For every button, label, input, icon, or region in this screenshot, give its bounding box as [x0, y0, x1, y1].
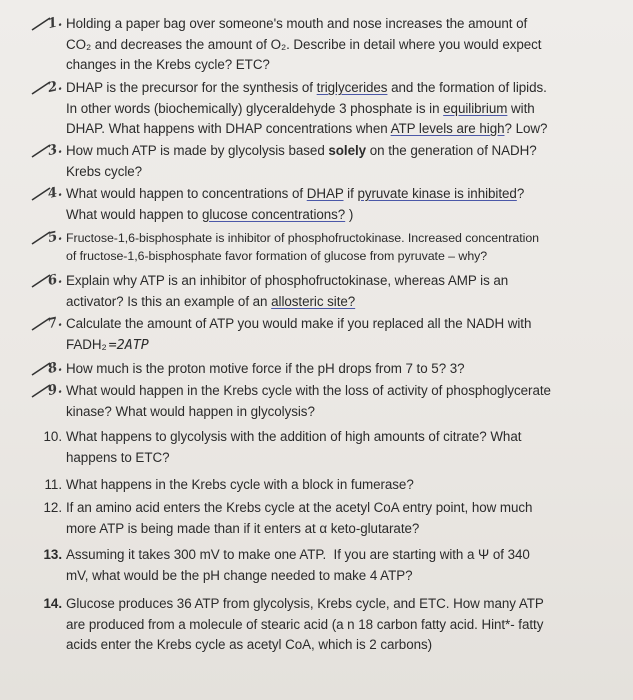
question-10 [43, 427, 596, 468]
text-run: equilibrium [443, 100, 508, 116]
text-run: solely [328, 143, 367, 158]
text-run: pyruvate kinase is inhibited [357, 186, 517, 201]
question-6 [46, 270, 596, 312]
text-run: What happens in the Krebs cycle with a block in fumerase? [66, 477, 414, 492]
text-run: on the generation of NADH? Krebs cycle? [66, 143, 537, 179]
question-text [66, 475, 596, 496]
question-number: 9. [46, 380, 64, 400]
question-text [66, 359, 596, 380]
text-run: Explain why ATP is an inhibitor of phosphofructokinase, whereas AMP is an activator? Is this an example of an [66, 273, 509, 309]
question-number: 3. [46, 140, 64, 160]
text-run: ? Low? [504, 121, 548, 136]
text-run: Holding a paper bag over someone's mouth and nose increases the amount of CO₂ and decreases the amount of O₂. Describe in detail where you would expect changes in the Krebs cycle? ETC? [66, 16, 542, 72]
text-run: DHAP is the precursor for the synthesis of [66, 80, 317, 95]
question-number: 10. [43, 429, 62, 444]
question-1 [46, 13, 596, 76]
text-run: ) [345, 206, 354, 222]
question-number: 2. [46, 77, 64, 97]
question-number: 7. [46, 313, 64, 333]
text-run: with DHAP. What happens with DHAP concentrations when [66, 100, 535, 136]
text-run: What would happen to concentrations of [66, 186, 307, 201]
question-4 [46, 183, 596, 225]
question-number: 8. [46, 358, 64, 378]
text-run: If an amino acid enters the Krebs cycle at the acetyl CoA entry point, how much more ATP is being made than if it enters at α keto-glutarate? [66, 500, 533, 536]
text-run: allosteric site? [271, 293, 356, 309]
question-number: 14. [43, 596, 62, 611]
text-run: ? What would happen to [66, 186, 525, 222]
question-text [66, 594, 596, 656]
text-run: ATP levels are high [390, 121, 505, 136]
text-run: Assuming it takes 300 mV to make one ATP. If you are starting with a Ψ of 340 mV, what would be the pH change needed to make 4 ATP? [66, 547, 530, 583]
question-text [66, 14, 596, 76]
question-2 [46, 77, 596, 140]
question-number: 1. [46, 13, 64, 33]
question-text [66, 141, 596, 182]
question-12 [43, 498, 596, 539]
question-text [66, 78, 596, 140]
question-number: 11. [44, 477, 62, 492]
question-14 [43, 594, 596, 656]
question-11 [44, 475, 596, 496]
question-7 [46, 313, 596, 356]
question-text [66, 314, 596, 356]
question-text [66, 381, 596, 422]
question-text [66, 498, 596, 539]
text-run: and the formation of lipids. In other words (biochemically) glyceraldehyde 3 phosphate is in [66, 80, 547, 116]
text-run: Glucose produces 36 ATP from glycolysis, Krebs cycle, and ETC. How many ATP are produced from a molecule of stearic acid (a n 18 carbon fatty acid. Hint*- fatty acids enter the Krebs cycle as acetyl CoA, which is 2 carbons) [66, 596, 544, 652]
question-3 [46, 140, 596, 182]
handwritten-answer: =2ATP [108, 337, 149, 353]
question-text [66, 184, 596, 225]
text-run: How much ATP is made by glycolysis based [66, 143, 329, 158]
question-13 [43, 545, 596, 586]
text-run: Calculate the amount of ATP you would make if you replaced all the NADH with FADH₂ [66, 316, 532, 352]
question-text [66, 427, 596, 468]
question-text [66, 271, 596, 312]
question-number: 12. [43, 500, 62, 515]
text-run: Fructose-1,6-bisphosphate is inhibitor of phosphofructokinase. Increased concentration of fructose-1,6-bisphosphate favor formation of glucose from pyruvate – why? [66, 231, 540, 263]
question-8 [46, 358, 596, 380]
question-text [66, 229, 596, 265]
text-run: if [343, 186, 358, 201]
text-run: What would happen in the Krebs cycle with the loss of activity of phosphoglycerate kinase? What would happen in glycolysis? [66, 383, 551, 419]
text-run: glucose concentrations? [201, 206, 346, 222]
question-number: 5. [46, 227, 64, 247]
question-text [66, 545, 596, 586]
question-number: 4. [46, 183, 64, 203]
question-9 [46, 380, 596, 422]
text-run: How much is the proton motive force if the pH drops from 7 to 5? 3? [66, 361, 465, 376]
text-run: DHAP [306, 186, 344, 201]
text-run: What happens to glycolysis with the addition of high amounts of citrate? What happens to ETC? [66, 429, 522, 465]
question-number: 6. [46, 270, 64, 290]
question-5 [46, 227, 596, 265]
question-number: 13. [43, 547, 62, 562]
text-run: triglycerides [316, 80, 388, 95]
